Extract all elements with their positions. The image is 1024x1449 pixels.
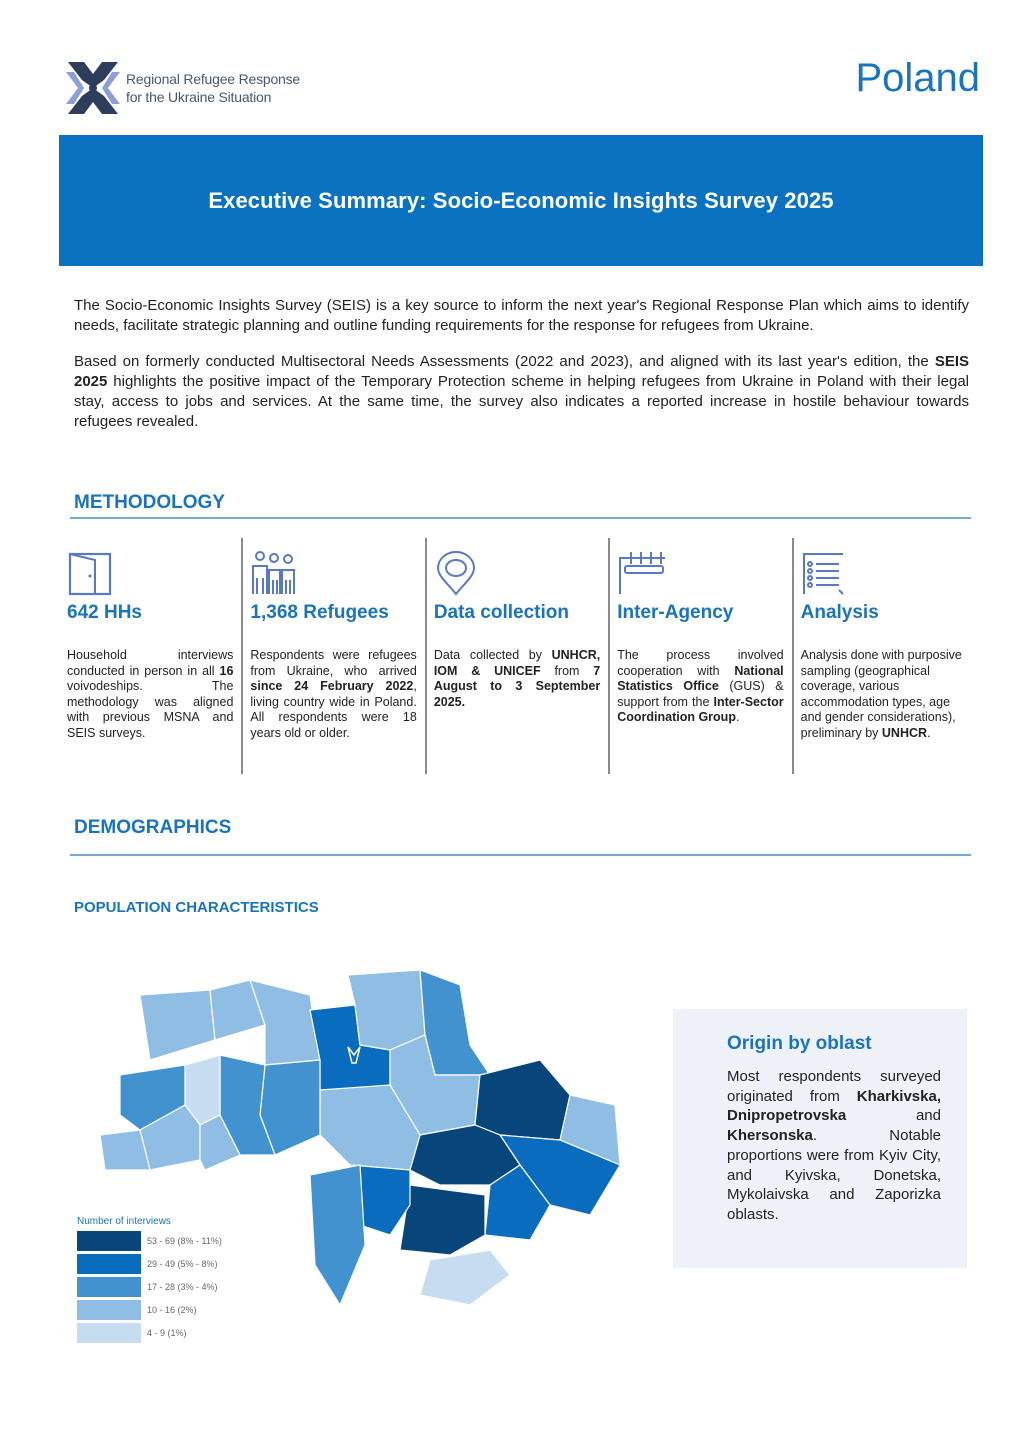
- intro-paragraph-2: Based on formerly conducted Multisectoral Needs Assessments (2022 and 2023), and aligned with its last year's edition, the SEIS 2025 highlights the positive impact of the Temporary Protection scheme in helping refugees from Ukraine in Poland with their legal stay, access to jobs and services. At the same time, the survey also indicates a reported increase in hostile behaviour towards refugees revealed.: [74, 353, 969, 430]
- page-title: Executive Summary: Socio-Economic Insights Survey 2025: [208, 187, 834, 213]
- origin-heading: Origin by oblast: [727, 1033, 872, 1054]
- map-region-crimea: [420, 1250, 510, 1305]
- method-card-analysis: [792, 538, 975, 774]
- origin-by-oblast-box: [673, 1009, 967, 1268]
- method-card-households: [60, 538, 241, 774]
- legend-item: 17 - 28 (3% - 4%): [77, 1277, 222, 1297]
- intro-text: [74, 296, 969, 448]
- map-region-chernihivska: [348, 970, 425, 1050]
- rrp-logo-icon: [64, 58, 122, 118]
- inter-agency-description: The process involved cooperation with National Statistics Office (GUS) & support from the Inter-Sector Coordination Group.: [617, 648, 784, 725]
- data-collection-heading: Data collection: [433, 602, 569, 623]
- methodology-heading: METHODOLOGY: [74, 492, 225, 513]
- title-banner: [59, 135, 983, 266]
- population-characteristics-heading: POPULATION CHARACTERISTICS: [74, 899, 319, 916]
- map-region-volynska: [140, 990, 215, 1060]
- demographics-heading: DEMOGRAPHICS: [74, 817, 232, 838]
- refugees-count: 1,368 Refugees: [250, 602, 389, 623]
- checklist-icon: [801, 548, 967, 596]
- households-description: Household interviews conducted in person in all 16 voivodeships. The methodology was aligned with previous MSNA and SEIS surveys.: [67, 648, 234, 740]
- demographics-divider: [70, 854, 971, 856]
- map-region-kharkivska: [475, 1060, 570, 1140]
- analysis-description: Analysis done with purposive sampling (geographical coverage, various accommodation types, age and gender considerations), preliminary by UNHCR.: [800, 648, 962, 740]
- methodology-divider: [70, 517, 971, 519]
- map-region-khersonska: [400, 1185, 485, 1255]
- intro-paragraph-1: The Socio-Economic Insights Survey (SEIS) is a key source to inform the next year's Regional Response Plan which aims to identify needs, facilitate strategic planning and outline funding requirements for the response for refugees from Ukraine.: [74, 297, 969, 334]
- inter-agency-heading: Inter-Agency: [617, 602, 734, 623]
- method-card-refugees: [241, 538, 424, 774]
- calendar-icon: [617, 548, 783, 596]
- legend-item: 53 - 69 (8% - 11%): [77, 1231, 222, 1251]
- country-title: Poland: [855, 56, 980, 100]
- methodology-grid: [60, 538, 975, 774]
- map-legend: [77, 1216, 222, 1346]
- logo-line-1: Regional Refugee Response: [126, 71, 301, 87]
- analysis-heading: Analysis: [800, 602, 879, 623]
- legend-title: Number of interviews: [77, 1216, 171, 1227]
- method-card-data-collection: [425, 538, 608, 774]
- households-count: 642 HHs: [67, 602, 142, 623]
- map-region-odeska: [310, 1165, 365, 1305]
- legend-item: 10 - 16 (2%): [77, 1300, 222, 1320]
- logo-line-2: for the Ukraine Situation: [126, 89, 272, 105]
- location-pin-icon: [434, 548, 600, 596]
- legend-item: 4 - 9 (1%): [77, 1323, 222, 1343]
- origin-text: Most respondents surveyed originated from Kharkivska, Dnipropetrovska and Khersonska. Notable proportions were from Kyiv City, and Kyivska, Donetska, Mykolaivska and Zaporizka oblasts.: [727, 1068, 941, 1223]
- method-card-inter-agency: [608, 538, 791, 774]
- refugees-description: Respondents were refugees from Ukraine, who arrived since 24 February 2022, living country wide in Poland. All respondents were 18 years old or older.: [250, 648, 417, 740]
- legend-item: 29 - 49 (5% - 8%): [77, 1254, 222, 1274]
- people-icon: [250, 548, 416, 596]
- data-collection-description: Data collected by UNHCR, IOM & UNICEF from 7 August to 3 September 2025.: [433, 648, 601, 709]
- door-icon: [67, 548, 233, 596]
- rrp-logo: [64, 58, 300, 118]
